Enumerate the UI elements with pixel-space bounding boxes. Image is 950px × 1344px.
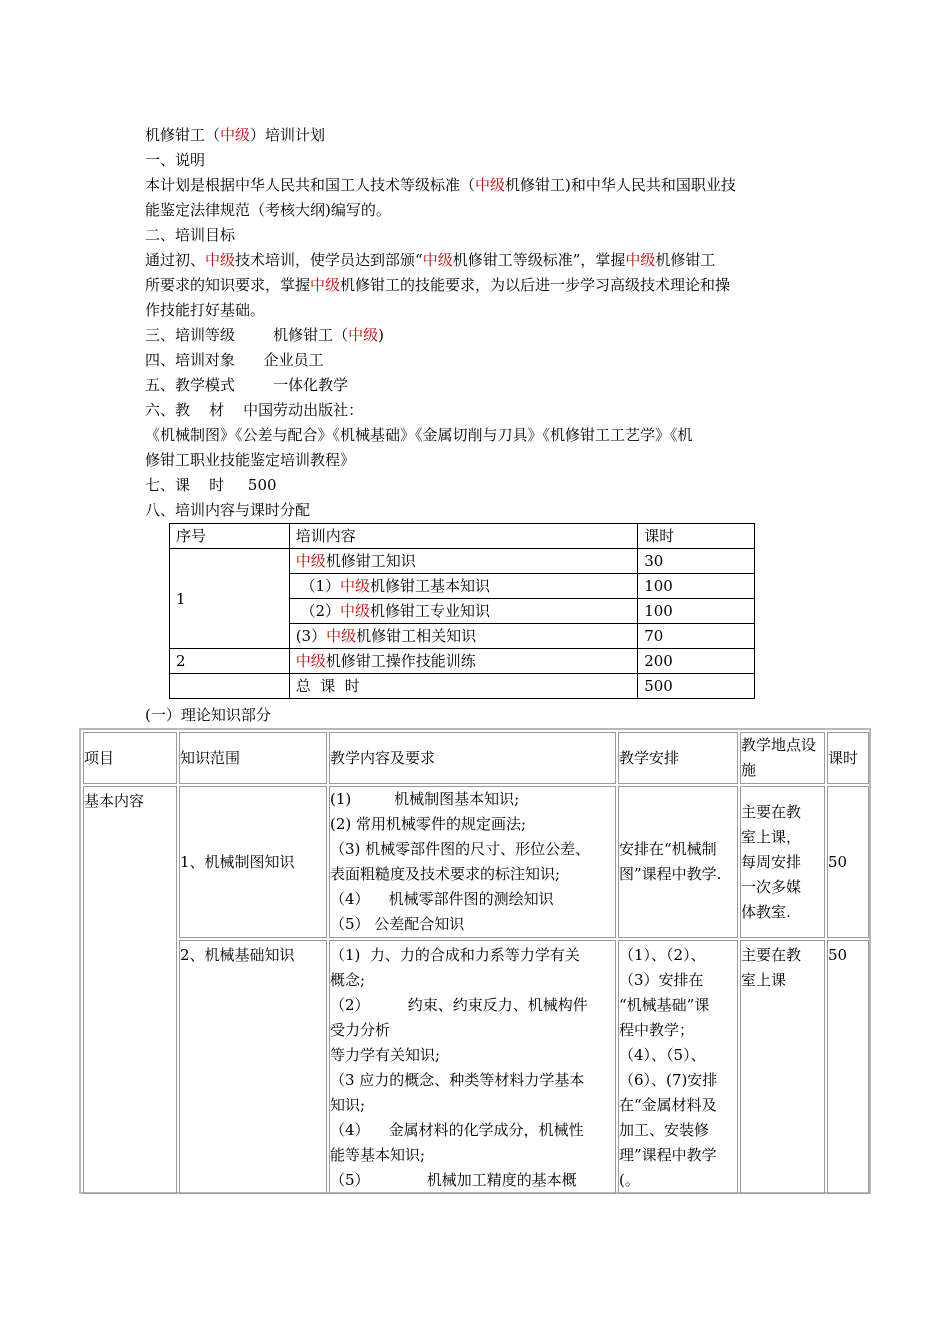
document-title: 机修钳工（中级）培训计划: [145, 126, 326, 144]
detail-hours: 50: [827, 940, 869, 1194]
summary-total-row: [170, 674, 755, 699]
section-4-heading: 四、培训对象 企业员工: [145, 351, 324, 369]
summary-header-content: 培训内容: [289, 524, 638, 549]
detail-header-content: 教学内容及要求: [329, 732, 616, 784]
summary-total-empty: [170, 674, 290, 699]
summary-hours: 100: [638, 599, 755, 624]
paragraph-2-line-2: 所要求的知识要求，掌握中级机修钳工的技能要求，为以后进一步学习高级技术理论和操: [145, 276, 731, 294]
summary-total-hours: 500: [638, 674, 755, 699]
summary-hours: 30: [638, 549, 755, 574]
paragraph-2-line-1: 通过初、中级技术培训，使学员达到部颁“中级机修钳工等级标准”，掌握中级机修钳工: [145, 251, 716, 269]
detail-scope: 1、机械制图知识: [179, 786, 327, 938]
detail-row: [83, 940, 869, 1194]
detail-header-place: 教学地点设施: [740, 732, 825, 784]
detail-project: 基本内容: [83, 786, 177, 1194]
summary-row: [170, 649, 755, 674]
section-8-heading: 八、培训内容与课时分配: [145, 501, 311, 519]
section-7-heading: 七、课 时 500: [145, 476, 277, 494]
paragraph-1-line-2: 能鉴定法律规范（考核大纲)编写的。: [145, 201, 391, 219]
subsection-title: (一）理论知识部分: [145, 706, 271, 724]
summary-header-row: [170, 524, 755, 549]
summary-total-label: 总 课 时: [289, 674, 638, 699]
detail-header-hours: 课时: [827, 732, 869, 784]
detail-place: 主要在教 室上课: [740, 940, 825, 1194]
section-3-heading: 三、培训等级 机修钳工（中级): [145, 326, 385, 344]
summary-header-hours: 课时: [638, 524, 755, 549]
detail-hours: 50: [827, 786, 869, 938]
books-line-1: 《机械制图》《公差与配合》《机械基础》《金属切削与刀具》《机修钳工工艺学》《机: [145, 426, 693, 444]
summary-content: （2）中级机修钳工专业知识: [289, 599, 638, 624]
detail-content: (1) 机械制图基本知识; (2) 常用机械零件的规定画法; （3) 机械零部件图的尺寸、形位公差、 表面粗糙度及技术要求的标注知识; （4） 机械零部件图的测绘知识 （5） 公差配合知识: [329, 786, 616, 938]
summary-no: 2: [170, 649, 290, 674]
summary-row: [170, 549, 755, 574]
paragraph-2-line-3: 作技能打好基础。: [145, 301, 266, 319]
section-5-heading: 五、教学模式 一体化教学: [145, 376, 349, 394]
books-line-2: 修钳工职业技能鉴定培训教程》: [145, 451, 356, 469]
summary-hours: 70: [638, 624, 755, 649]
detail-arrange: （1）、（2）、 （3）安排在 “机械基础”课 程中教学； （4）、（5）、 （6）、(7)安排 在“金属材料及 加工、安装修 理”课程中教学 (。: [618, 940, 738, 1194]
detail-arrange: 安排在“机械制 图”课程中教学.: [618, 786, 738, 938]
detail-content: （1) 力、力的合成和力系等力学有关 概念; （2） 约束、约束反力、机械构件 受力分析 等力学有关知识; （3 应力的概念、种类等材料力学基本 知识; （4） 金属材料的化学成分，机械性 能等基本知识; （5） 机械加工精度的基本概: [329, 940, 616, 1194]
detail-scope: 2、机械基础知识: [179, 940, 327, 1194]
summary-content: (3）中级机修钳工相关知识: [289, 624, 638, 649]
summary-hours: 100: [638, 574, 755, 599]
detail-header-row: [83, 732, 869, 784]
section-1-heading: 一、说明: [145, 151, 206, 169]
section-2-heading: 二、培训目标: [145, 226, 236, 244]
detail-header-project: 项目: [83, 732, 177, 784]
theory-detail-table: [81, 730, 871, 1196]
summary-content: 中级机修钳工操作技能训练: [289, 649, 638, 674]
hours-summary-table: [169, 523, 755, 699]
detail-header-scope: 知识范围: [179, 732, 327, 784]
detail-row: [83, 786, 869, 938]
section-6-heading: 六、教 材 中国劳动出版社：: [145, 401, 364, 419]
summary-group-no: 1: [170, 549, 290, 649]
summary-content: （1）中级机修钳工基本知识: [289, 574, 638, 599]
summary-hours: 200: [638, 649, 755, 674]
paragraph-1-line-1: 本计划是根据中华人民共和国工人技术等级标准（中级机修钳工)和中华人民共和国职业技: [145, 176, 736, 194]
summary-content: 中级机修钳工知识: [289, 549, 638, 574]
detail-place: 主要在教 室上课， 每周安排 一次多媒 体教室.: [740, 786, 825, 938]
detail-header-arrange: 教学安排: [618, 732, 738, 784]
summary-header-no: 序号: [170, 524, 290, 549]
